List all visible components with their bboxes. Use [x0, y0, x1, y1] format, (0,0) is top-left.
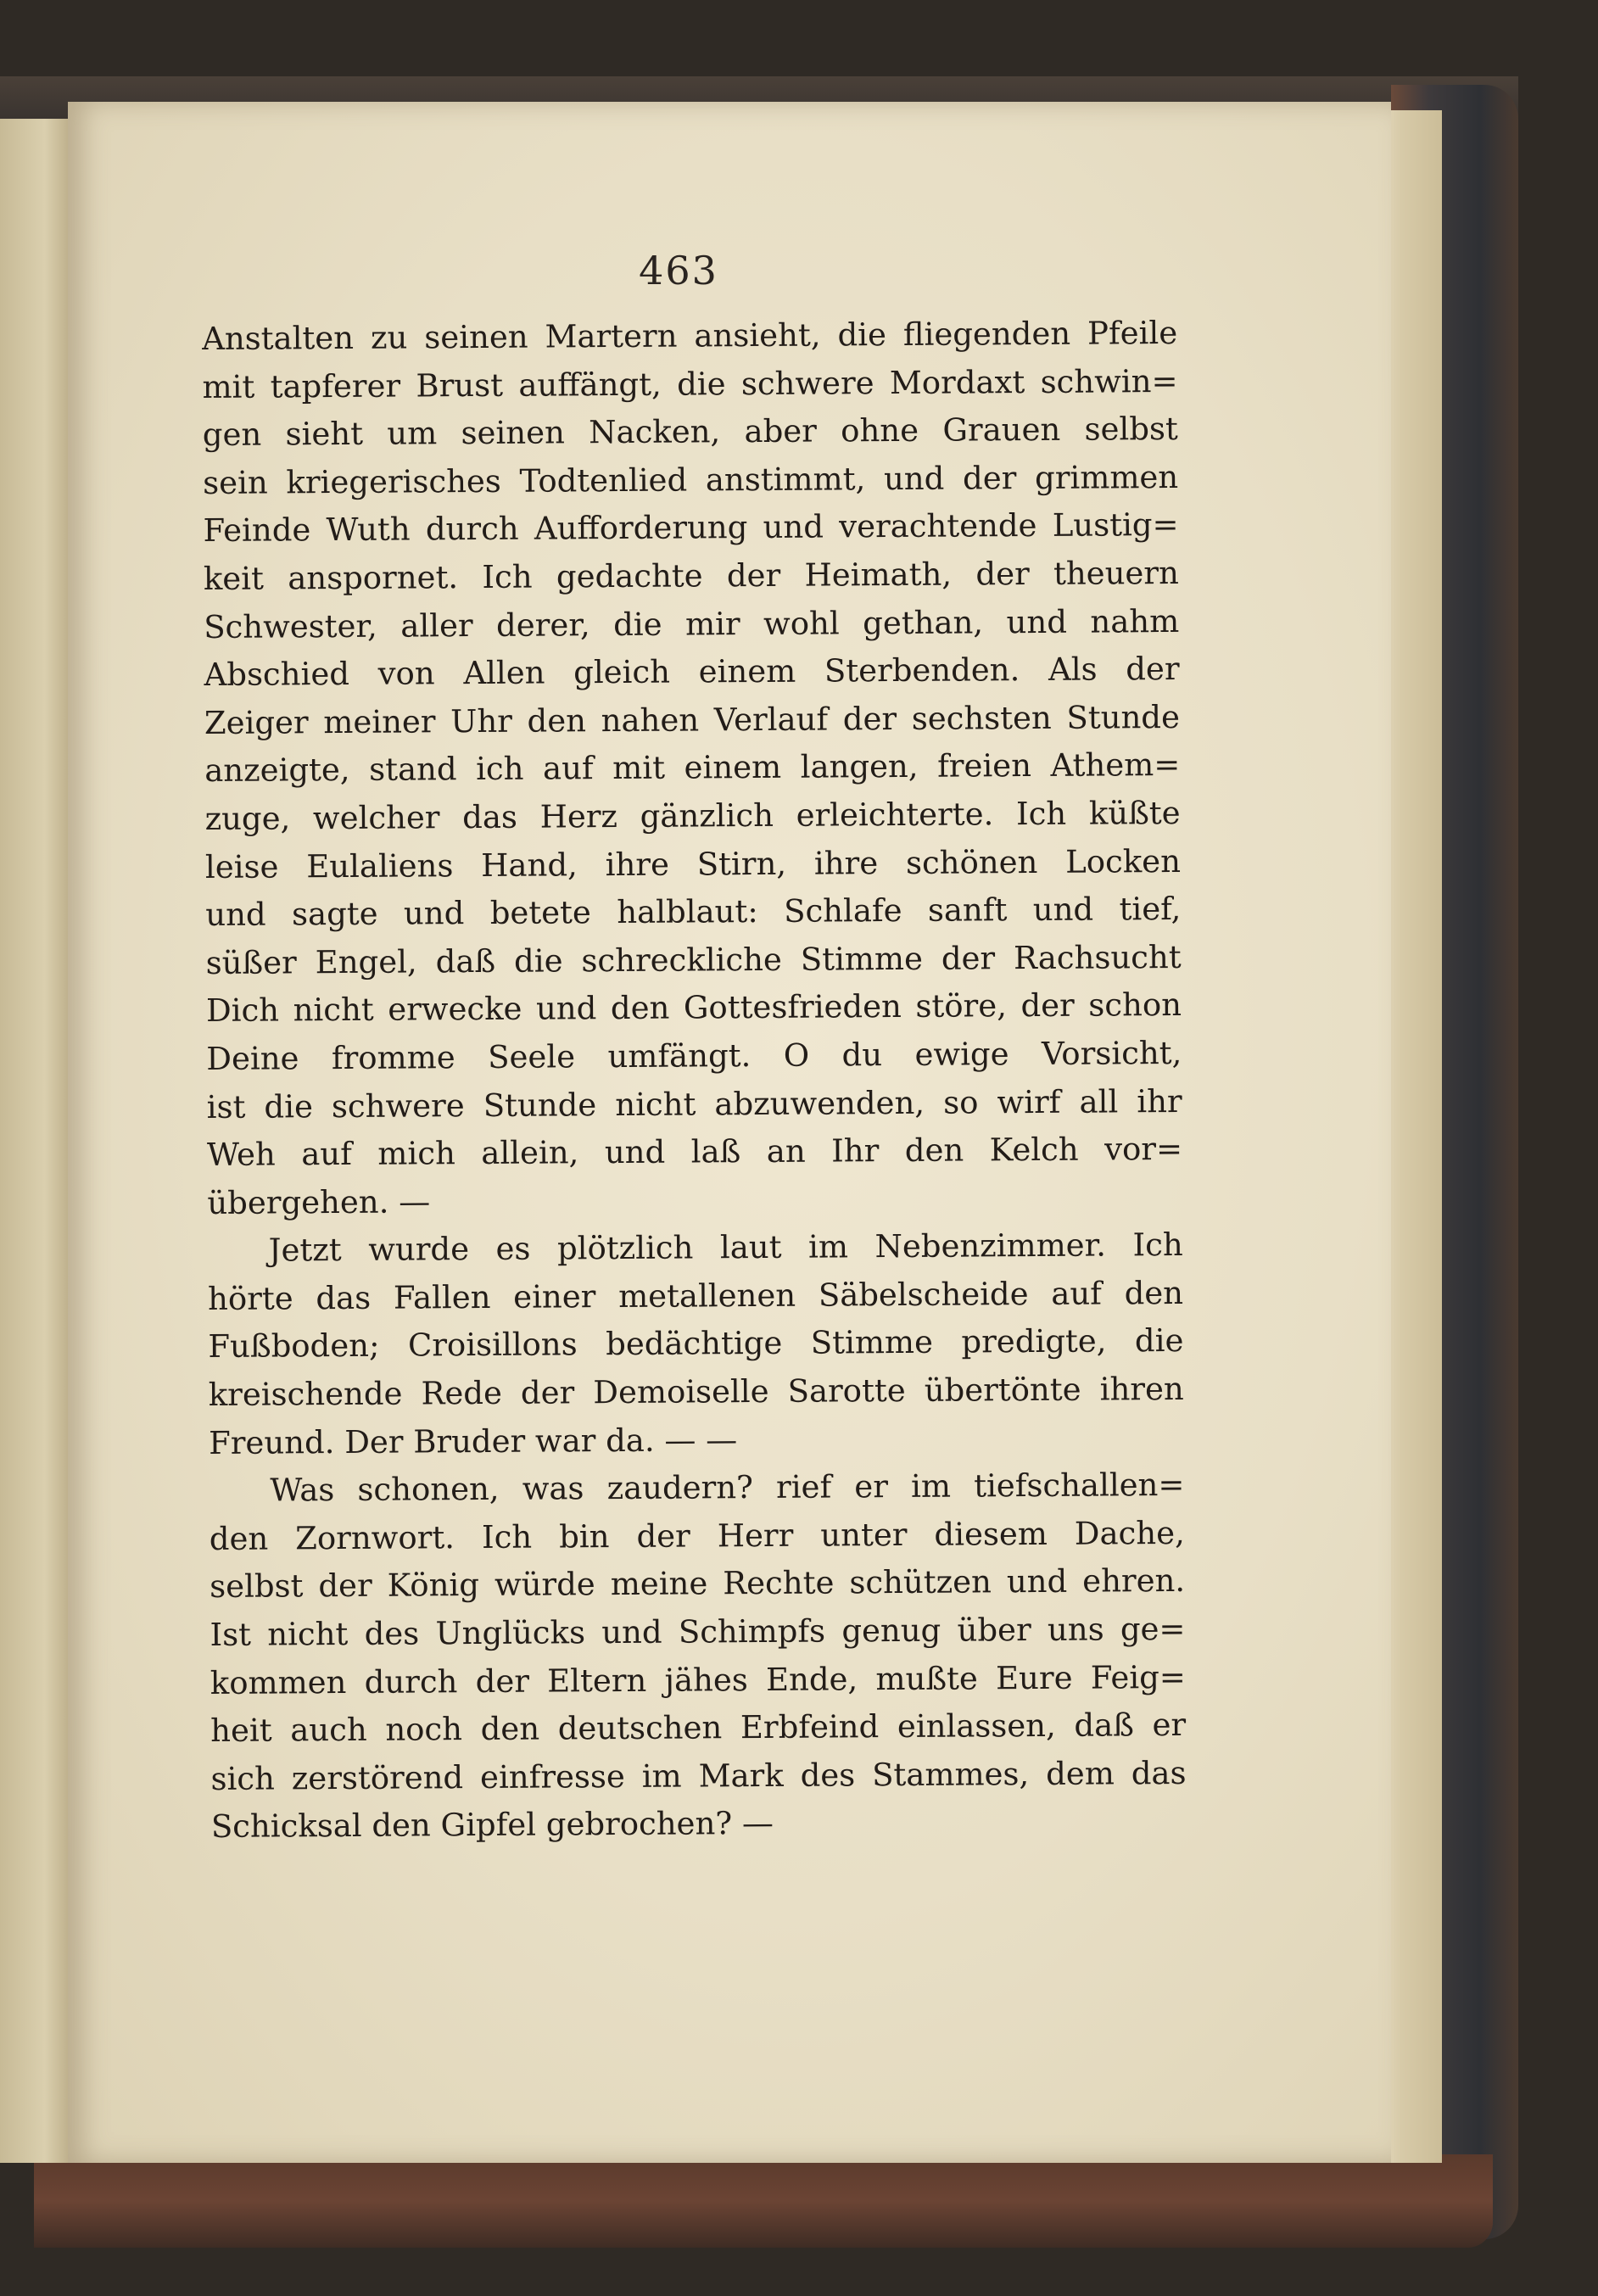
text-line: hörte das Fallen einer metallenen Säbelscheide auf den	[207, 1274, 1184, 1317]
facing-page-edge	[0, 119, 75, 2163]
text-line: mit tapferer Brust auffängt, die schwere Mordaxt schwin=	[202, 362, 1178, 405]
text-line: Schwester, aller derer, die mir wohl gethan, und nahm	[204, 602, 1180, 645]
text-line: sich zerstörend einfresse im Mark des Stammes, dem das	[210, 1754, 1187, 1797]
text-line: Dich nicht erwecke und den Gottesfrieden störe, der schon	[205, 986, 1182, 1030]
page-text	[202, 310, 1187, 1852]
text-line: Deine fromme Seele umfängt. O du ewige Vorsicht,	[206, 1034, 1182, 1077]
text-line: keit anspornet. Ich gedachte der Heimath, der theuern	[203, 554, 1180, 597]
text-line: den Zornwort. Ich bin der Herr unter diesem Dache,	[209, 1514, 1185, 1557]
text-line: Feinde Wuth durch Aufforderung und verachtende Lustig=	[203, 506, 1179, 550]
text-line: süßer Engel, daß die schreckliche Stimme der Rachsucht	[205, 938, 1182, 981]
page-number: 463	[639, 248, 718, 293]
text-line: Jetzt wurde es plötzlich laut im Nebenzimmer. Ich	[268, 1226, 1183, 1269]
text-line: Anstalten zu seinen Martern ansieht, die fliegenden Pfeile	[202, 314, 1178, 357]
text-line: Zeiger meiner Uhr den nahen Verlauf der sechsten Stunde	[204, 698, 1181, 741]
text-line: zuge, welcher das Herz gänzlich erleichterte. Ich küßte	[204, 794, 1181, 837]
book-cover-bottom-edge	[34, 2154, 1493, 2248]
text-line: anzeigte, stand ich auf mit einem langen, freien Athem=	[204, 746, 1181, 790]
text-line: kommen durch der Eltern jähes Ende, mußte Eure Feig=	[210, 1658, 1186, 1701]
text-line: Was schonen, was zaudern? rief er im tiefschallen=	[270, 1466, 1185, 1509]
text-line: Schicksal den Gipfel gebrochen? —	[210, 1805, 774, 1846]
text-line: Ist nicht des Unglücks und Schimpfs genug über uns ge=	[210, 1610, 1186, 1654]
text-line: sein kriegerisches Todtenlied anstimmt, und der grimmen	[203, 458, 1179, 501]
text-line: leise Eulaliens Hand, ihre Stirn, ihre schönen Locken	[204, 842, 1182, 885]
text-line: Weh auf mich allein, und laß an Ihr den Kelch vor=	[206, 1131, 1183, 1174]
text-line: heit auch noch den deutschen Erbfeind einlassen, daß er	[210, 1707, 1187, 1750]
text-line: ist die schwere Stunde nicht abzuwenden, so wirf all ihr	[206, 1082, 1182, 1126]
text-line: kreischende Rede der Demoiselle Sarotte übertönte ihren	[208, 1371, 1184, 1414]
text-line: selbst der König würde meine Rechte schützen und ehren.	[210, 1562, 1186, 1606]
text-line: Fußboden; Croisillons bedächtige Stimme predigte, die	[208, 1322, 1184, 1366]
text-line: Freund. Der Bruder war da. — —	[208, 1421, 738, 1461]
text-line: Abschied von Allen gleich einem Sterbenden. Als der	[204, 651, 1180, 694]
text-line: übergehen. —	[207, 1183, 431, 1221]
text-line: und sagte und betete halblaut: Schlafe sanft und tief,	[205, 891, 1182, 934]
text-line: gen sieht um seinen Nacken, aber ohne Grauen selbst	[202, 411, 1178, 454]
